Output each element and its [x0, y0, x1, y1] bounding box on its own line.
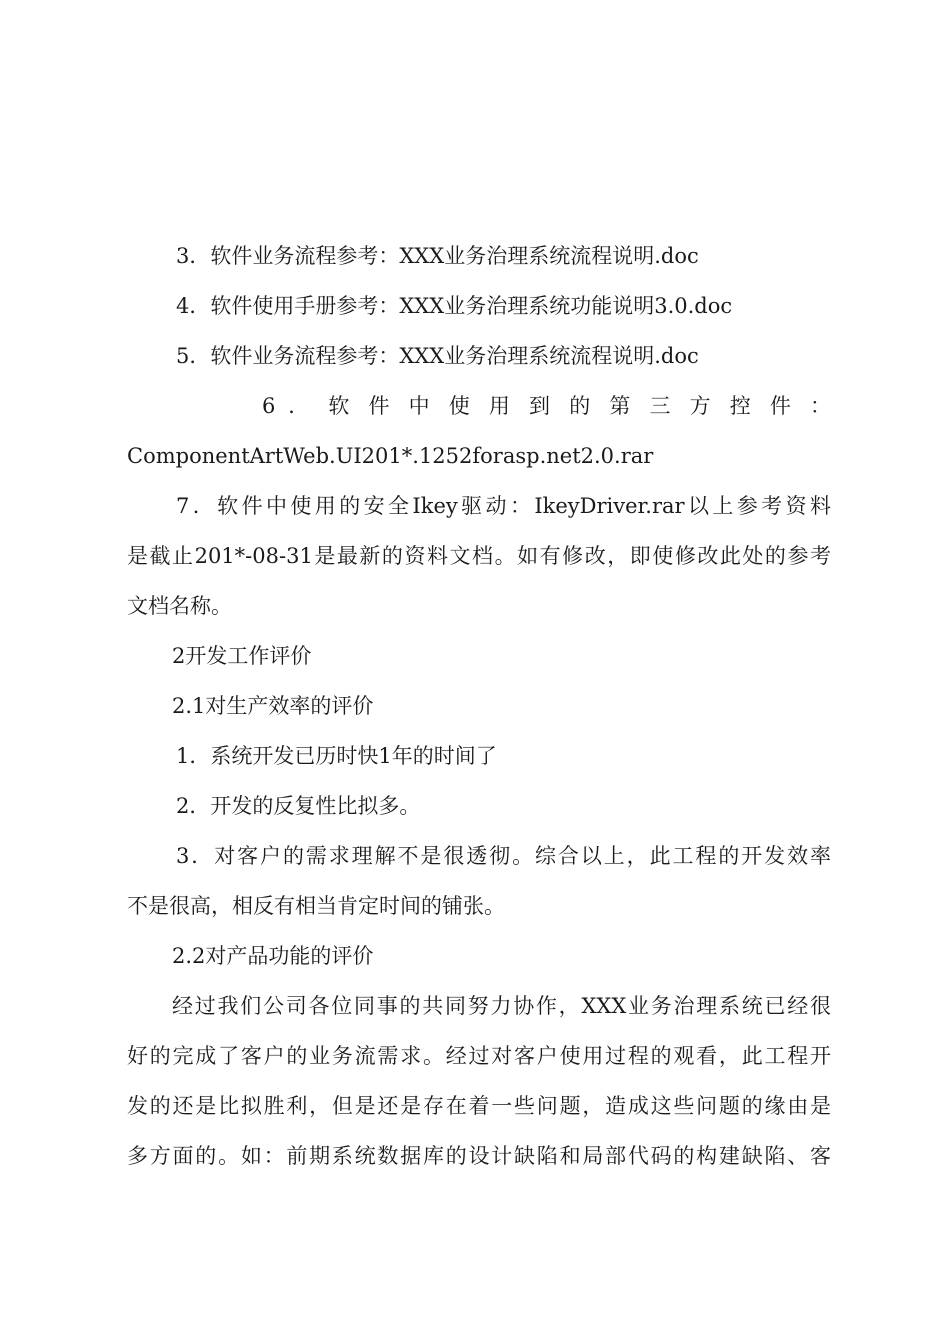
reference-item-6: 6 ． 软 件 中 使 用 到 的 第 三 方 控 件 ：: [262, 394, 831, 418]
reference-item-7: 7．软件中使用的安全Ikey驱动：IkeyDriver.rar以上参考资料: [176, 494, 831, 518]
list-item: 2．开发的反复性比拟多。: [176, 794, 421, 818]
subsection-heading: 2.2对产品功能的评价: [172, 944, 374, 968]
paragraph-line: 多方面的。如：前期系统数据库的设计缺陷和局部代码的构建缺陷、客: [127, 1144, 831, 1168]
paragraph-line: 经过我们公司各位同事的共同努力协作，XXX业务治理系统已经很: [172, 994, 831, 1018]
paragraph-line: 文档名称。: [127, 594, 232, 618]
reference-item-6-filename: ComponentArtWeb.UI201*.1252forasp.net2.0.rar: [127, 444, 654, 468]
section-heading: 2开发工作评价: [172, 644, 312, 668]
reference-item-3: 3．软件业务流程参考：XXX业务治理系统流程说明.doc: [176, 244, 699, 268]
list-item: 1．系统开发已历时快1年的时间了: [176, 744, 497, 768]
reference-item-5: 5．软件业务流程参考：XXX业务治理系统流程说明.doc: [176, 344, 699, 368]
reference-item-4: 4．软件使用手册参考：XXX业务治理系统功能说明3.0.doc: [176, 294, 733, 318]
paragraph-line: 不是很高，相反有相当肯定时间的铺张。: [127, 894, 505, 918]
list-item: 3．对客户的需求理解不是很透彻。综合以上，此工程的开发效率: [176, 844, 831, 868]
paragraph-line: 是截止201*-08-31是最新的资料文档。如有修改，即使修改此处的参考: [127, 544, 831, 568]
paragraph-line: 好的完成了客户的业务流需求。经过对客户使用过程的观看，此工程开: [127, 1044, 831, 1068]
paragraph-line: 发的还是比拟胜利，但是还是存在着一些问题，造成这些问题的缘由是: [127, 1094, 831, 1118]
subsection-heading: 2.1对生产效率的评价: [172, 694, 374, 718]
